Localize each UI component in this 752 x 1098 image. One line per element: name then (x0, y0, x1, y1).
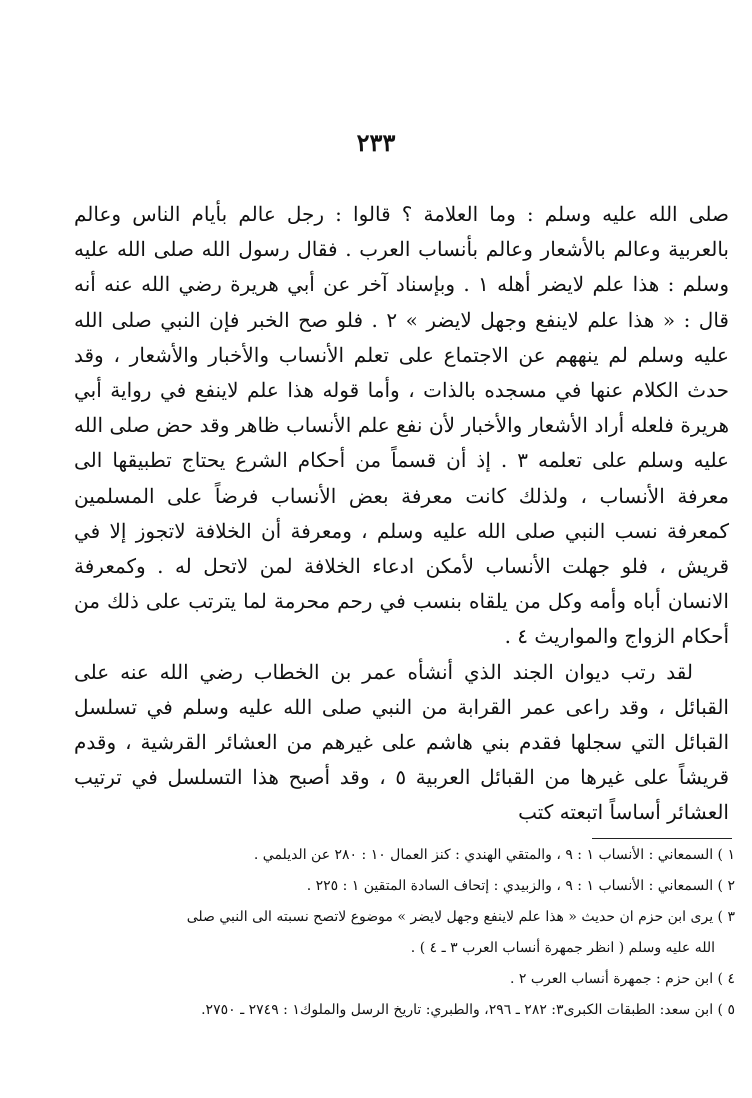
main-text (74, 197, 729, 831)
paragraph-2: لقد رتب ديوان الجند الذي أنشأه عمر بن الخطاب رضي الله عنه على القبائل ، وقد راعى عمر القرابة من النبي صلى الله عليه وسلم في تسلسل القبائل التي سجلها فقدم بني هاشم على غيرهم من العشائر القرشية ، وقدم قريشاً على غيرها من القبائل العربية ٥ ، وقد أصبح هذا التسلسل في ترتيب العشائر أساساً اتبعته كتب (74, 659, 729, 825)
paragraph-1: صلى الله عليه وسلم : وما العلامة ؟ قالوا : رجل عالم بأيام الناس وعالم بالعربية وعالم بالأشعار وعالم بأنساب العرب . فقال رسول الله صلى الله عليه وسلم : هذا علم لايضر أهله ١ . وبإسناد آخر عن أبي هريرة رضي الله عنه أنه قال : « هذا علم لاينفع وجهل لايضر » ٢ . فلو صح الخبر فإن النبي صلى الله عليه وسلم لم ينههم عن الاجتماع على تعلم الأنساب والأخبار والأشعار ، وقد حدث الكلام عنها في مسجده بالذات ، وأما قوله هذا علم لاينفع في رواية أبي هريرة فلعله أراد الأشعار والأخبار لأن نفع علم الأنساب ظاهر وقد حض صلى الله عليه وسلم على تعلمه ٣ . إذ أن قسماً من أحكام الشرع يحتاج تطبيقها الى معرفة الأنساب ، ولذلك كانت معرفة بعض الأنساب فرضاً على المسلمين كمعرفة نسب النبي صلى الله عليه وسلم ، ومعرفة أن الخلافة لاتجوز إلا في قريش ، فلو جهلت الأنساب لأمكن ادعاء الخلافة لمن لاتحل له . وكمعرفة الانسان أباه وأمه وكل من يلقاه بنسب في رحم محرمة لما يترتب على ذلك من أحكام الزواج والمواريث ٤ . (74, 202, 729, 649)
footnote-separator (592, 838, 732, 839)
footnote-5: ٥ ) ابن سعد: الطبقات الكبرى٣: ٢٨٢ ـ ٢٩٦، والطبري: تاريخ الرسل والملوك١ : ٢٧٤٩ ـ ٢٧٥٠. (201, 1002, 735, 1018)
footnotes (90, 840, 735, 1026)
footnote-3: ٣ ) يرى ابن حزم ان حديث « هذا علم لاينفع وجهل لايضر » موضوع لاتصح نسبته الى النبي صلى (186, 909, 735, 925)
page-number: ٢٣٣ (356, 128, 396, 157)
footnote-3-continuation: الله عليه وسلم ( انظر جمهرة أنساب العرب ٣ ـ ٤ ) . (410, 940, 715, 956)
footnote-4: ٤ ) ابن حزم : جمهرة أنساب العرب ٢ . (509, 971, 735, 987)
footnote-2: ٢ ) السمعاني : الأنساب ١ : ٩ ، والزبيدي : إتحاف السادة المتقين ١ : ٢٢٥ . (306, 878, 735, 894)
footnote-1: ١ ) السمعاني : الأنساب ١ : ٩ ، والمتقي الهندي : كنز العمال ١٠ : ٢٨٠ عن الديلمي . (253, 847, 735, 863)
